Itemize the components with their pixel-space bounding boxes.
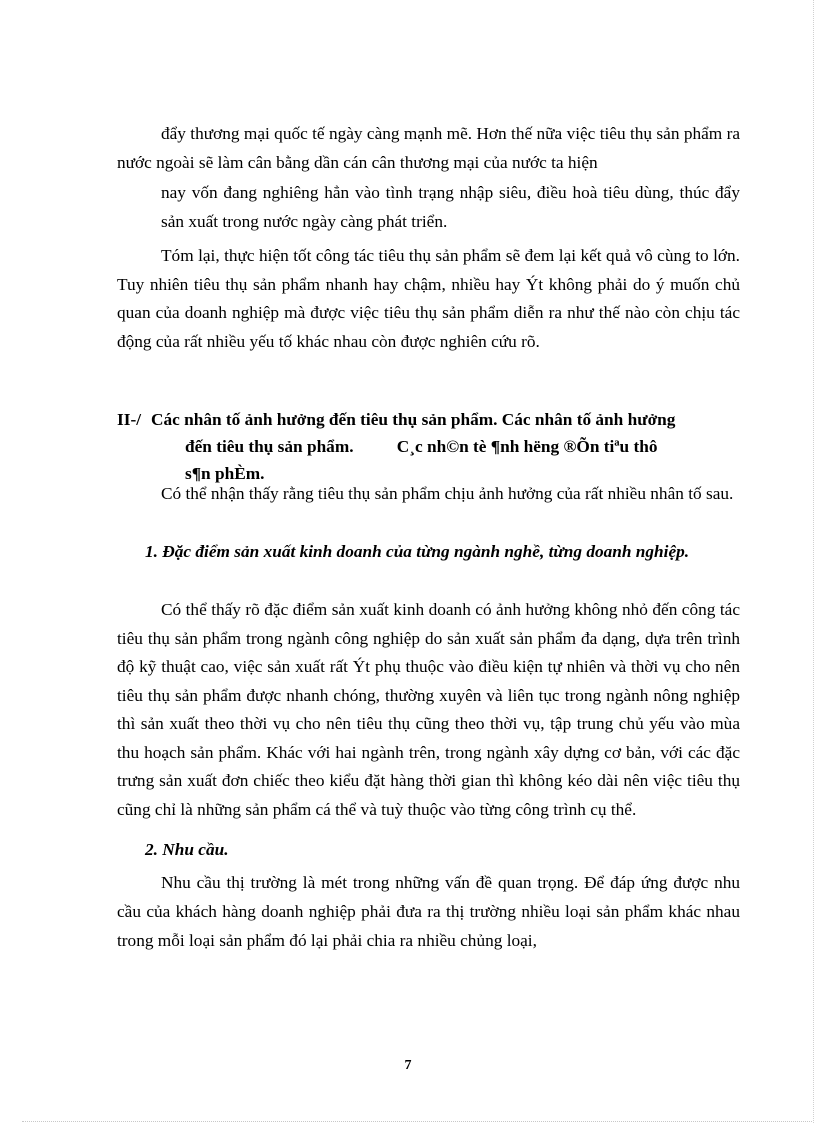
section-heading-line-2: đến tiêu thụ sản phẩm. C¸c nh©n tè ¶nh hëng ®Õn tiªu thô: [185, 437, 658, 456]
intro-block: [117, 480, 740, 509]
page-right-divider: [813, 0, 814, 1123]
subsection-1-title: 1. Đặc điểm sản xuất kinh doanh của từng ngành nghề, từng doanh nghiệp.: [145, 542, 690, 561]
subsection-2-body: [117, 868, 740, 955]
paragraph-continuation-indented: nay vốn đang nghiêng hẳn vào tình trạng nhập siêu, điều hoà tiêu dùng, thúc đẩy sản xuất trong nước ngày càng phát triển.: [161, 183, 740, 231]
intro-paragraph: Có thể nhận thấy rằng tiêu thụ sản phẩm chịu ảnh hưởng của rất nhiều nhân tố sau.: [161, 484, 734, 503]
paragraph-summary: Tóm lại, thực hiện tốt công tác tiêu thụ sản phẩm sẽ đem lại kết quả vô cùng to lớn. Tuy nhiên tiêu thụ sản phẩm nhanh hay chậm, nhiều hay Ýt không phải do ý muốn chủ quan của doanh nghiệp mà được việc tiêu thụ sản phẩm diễn ra như thế nào còn chịu tác động của rất nhiều yếu tố khác nhau còn được nghiên cứu rõ.: [117, 246, 740, 351]
paragraph-continuation: đẩy thương mại quốc tế ngày càng mạnh mẽ. Hơn thế nữa việc tiêu thụ sản phẩm ra nước ngoài sẽ làm cân bằng dần cán cân thương mại của nước ta hiện: [117, 124, 740, 172]
section-number: II-/: [117, 410, 142, 429]
subsection-1-body: [117, 596, 740, 824]
top-text-block: [117, 119, 740, 356]
page-number: 7: [404, 1058, 412, 1073]
section-heading-line-1: Các nhân tố ảnh hưởng đến tiêu thụ sản phẩm. Các nhân tố ảnh hưởng: [151, 410, 676, 429]
subsection-2-paragraph: Nhu cầu thị trường là mét trong những vấn đề quan trọng. Để đáp ứng được nhu cầu của khách hàng doanh nghiệp phải đưa ra thị trường nhiều loại sản phẩm khác nhau trong mỗi loại sản phẩm đó lại phải chia ra nhiều chủng loại,: [117, 873, 740, 950]
subsection-1-paragraph: Có thể thấy rõ đặc điểm sản xuất kinh doanh có ảnh hưởng không nhỏ đến công tác tiêu thụ sản phẩm trong ngành công nghiệp do sản xuất sản phẩm đa dạng, dựa trên trình độ kỹ thuật cao, việc sản xuất rất Ýt phụ thuộc vào điều kiện tự nhiên và thời vụ cho nên tiêu thụ sản phẩm được nhanh chóng, thường xuyên và liên tục trong ngành nông nghiệp thì sản xuất theo thời vụ cho nên tiêu thụ cũng theo thời vụ, tập trung chủ yếu vào mùa thu hoạch sản phẩm. Khác với hai ngành trên, trong ngành xây dựng cơ bản, với các đặc trưng sản xuất đơn chiếc theo kiểu đặt hàng thời gian thì không kéo dài nên việc tiêu thụ cũng chỉ là những sản phẩm cá thể và tuỳ thuộc vào từng công trình cụ thể.: [117, 600, 740, 819]
section-heading: [117, 406, 740, 487]
section-heading-line-3: s¶n phÈm.: [185, 464, 265, 483]
subsection-2-title: 2. Nhu cầu.: [145, 840, 229, 859]
page-bottom-divider: [22, 1121, 812, 1122]
